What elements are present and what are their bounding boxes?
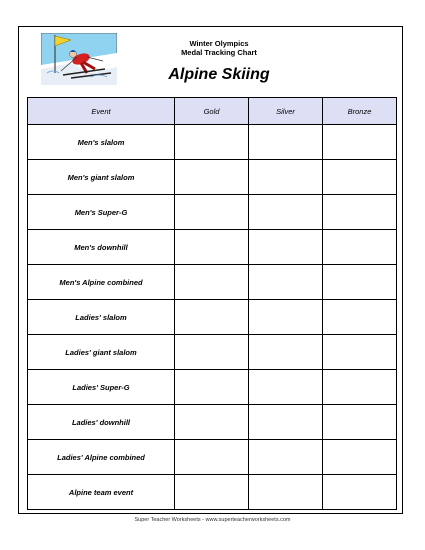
gold-cell[interactable]: [175, 230, 249, 265]
table-header-row: [28, 98, 397, 125]
silver-cell[interactable]: [249, 265, 323, 300]
gold-cell[interactable]: [175, 265, 249, 300]
silver-cell[interactable]: [249, 370, 323, 405]
worksheet-frame: [18, 26, 403, 514]
gold-cell[interactable]: [175, 475, 249, 510]
table-row: [28, 265, 397, 300]
table-row: [28, 440, 397, 475]
worksheet-title: Alpine Skiing: [168, 66, 270, 83]
bronze-cell[interactable]: [323, 195, 397, 230]
event-name: Ladies' downhill: [28, 405, 175, 440]
medal-tracking-table: [27, 97, 397, 510]
silver-cell[interactable]: [249, 300, 323, 335]
event-name: Ladies' giant slalom: [28, 335, 175, 370]
gold-cell[interactable]: [175, 405, 249, 440]
worksheet-subtitle-line1: Winter Olympics: [189, 39, 249, 48]
gold-cell[interactable]: [175, 195, 249, 230]
silver-cell[interactable]: [249, 475, 323, 510]
gold-cell[interactable]: [175, 125, 249, 160]
table-row: [28, 475, 397, 510]
table-row: [28, 160, 397, 195]
table-row: [28, 195, 397, 230]
skier-icon: [41, 33, 117, 85]
table-row: [28, 125, 397, 160]
gold-cell[interactable]: [175, 440, 249, 475]
bronze-cell[interactable]: [323, 335, 397, 370]
column-header-event: Event: [28, 98, 175, 125]
event-name: Men's Super-G: [28, 195, 175, 230]
gold-cell[interactable]: [175, 370, 249, 405]
page-footer: Super Teacher Worksheets - www.superteacherworksheets.com: [134, 517, 291, 523]
column-header-gold: Gold: [175, 98, 249, 125]
bronze-cell[interactable]: [323, 265, 397, 300]
silver-cell[interactable]: [249, 440, 323, 475]
table-row: [28, 370, 397, 405]
table-row: [28, 300, 397, 335]
bronze-cell[interactable]: [323, 125, 397, 160]
worksheet-header: [19, 27, 402, 97]
table-row: [28, 405, 397, 440]
event-name: Men's giant slalom: [28, 160, 175, 195]
worksheet-subtitle-line2: Medal Tracking Chart: [181, 48, 257, 57]
silver-cell[interactable]: [249, 160, 323, 195]
table-row: [28, 335, 397, 370]
silver-cell[interactable]: [249, 405, 323, 440]
column-header-silver: Silver: [249, 98, 323, 125]
event-name: Men's Alpine combined: [28, 265, 175, 300]
silver-cell[interactable]: [249, 125, 323, 160]
gold-cell[interactable]: [175, 160, 249, 195]
table-row: [28, 230, 397, 265]
gold-cell[interactable]: [175, 335, 249, 370]
event-name: Ladies' slalom: [28, 300, 175, 335]
bronze-cell[interactable]: [323, 405, 397, 440]
bronze-cell[interactable]: [323, 300, 397, 335]
silver-cell[interactable]: [249, 335, 323, 370]
event-name: Alpine team event: [28, 475, 175, 510]
silver-cell[interactable]: [249, 230, 323, 265]
event-name: Men's slalom: [28, 125, 175, 160]
bronze-cell[interactable]: [323, 475, 397, 510]
event-name: Ladies' Alpine combined: [28, 440, 175, 475]
event-name: Ladies' Super-G: [28, 370, 175, 405]
bronze-cell[interactable]: [323, 370, 397, 405]
bronze-cell[interactable]: [323, 160, 397, 195]
event-name: Men's downhill: [28, 230, 175, 265]
bronze-cell[interactable]: [323, 230, 397, 265]
column-header-bronze: Bronze: [323, 98, 397, 125]
gold-cell[interactable]: [175, 300, 249, 335]
bronze-cell[interactable]: [323, 440, 397, 475]
silver-cell[interactable]: [249, 195, 323, 230]
